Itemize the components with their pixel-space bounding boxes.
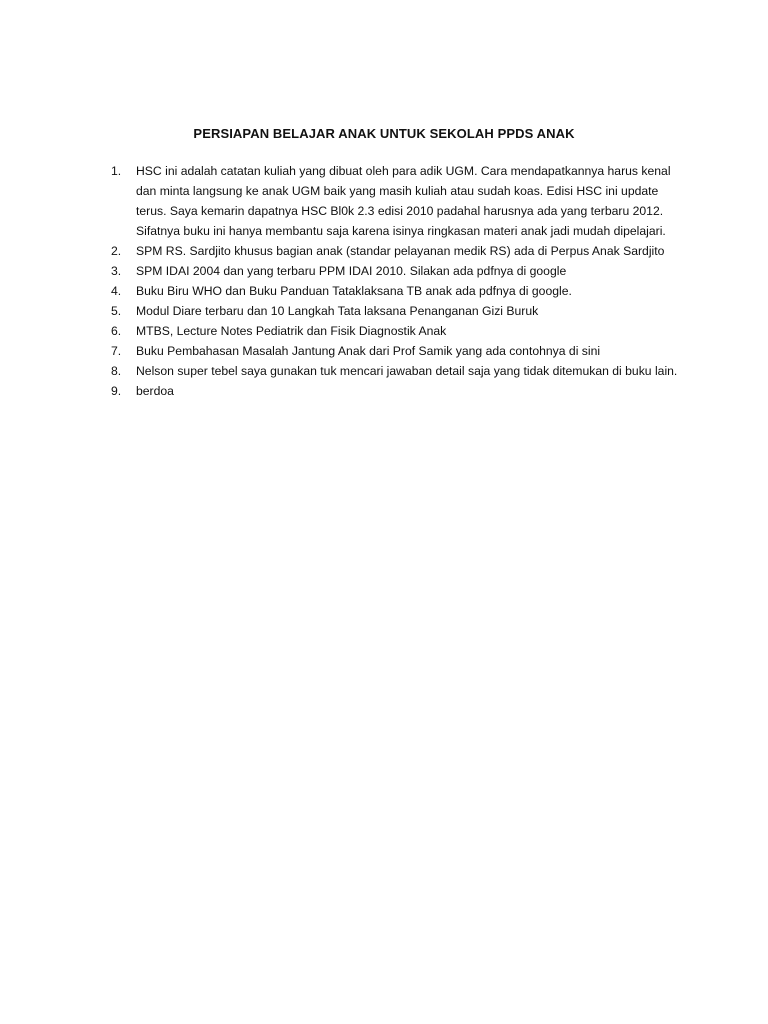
list-item-number: 3. [111,264,122,278]
list-item-text: berdoa [136,384,174,398]
list-item [111,281,681,301]
list-item [111,261,681,281]
list-item-number: 8. [111,364,122,378]
list-item [111,381,681,401]
list-item-text: Buku Pembahasan Masalah Jantung Anak dari Prof Samik yang ada contohnya di sini [136,344,601,358]
list-item [111,161,681,241]
list-item-text: Modul Diare terbaru dan 10 Langkah Tata laksana Penanganan Gizi Buruk [136,304,539,318]
list-item-text: SPM IDAI 2004 dan yang terbaru PPM IDAI 2010. Silakan ada pdfnya di google [136,264,567,278]
list-item-text: Buku Biru WHO dan Buku Panduan Tataklaksana TB anak ada pdfnya di google. [136,284,572,298]
list-item-number: 2. [111,244,122,258]
list-item-text: HSC ini adalah catatan kuliah yang dibuat oleh para adik UGM. Cara mendapatkannya harus kenal dan minta langsung ke anak UGM baik yang masih kuliah atau sudah koas. Edisi HSC ini update terus. Saya kemarin dapatnya HSC Bl0k 2.3 edisi 2010 padahal harusnya ada yang terbaru 2012. Sifatnya buku ini hanya membantu saja karena isinya ringkasan materi anak jadi mudah dipelajari. [136,164,671,238]
list-item [111,321,681,341]
list-item [111,241,681,261]
list-item-number: 6. [111,324,122,338]
list-item-number: 1. [111,164,122,178]
list-item [111,341,681,361]
list-item-text: Nelson super tebel saya gunakan tuk mencari jawaban detail saja yang tidak ditemukan di buku lain. [136,364,678,378]
list-item-number: 9. [111,384,122,398]
document-title: PERSIAPAN BELAJAR ANAK UNTUK SEKOLAH PPDS ANAK [193,126,575,141]
list-item-number: 7. [111,344,122,358]
list-item [111,361,681,381]
list-item-text: MTBS, Lecture Notes Pediatrik dan Fisik Diagnostik Anak [136,324,447,338]
list-item-text: SPM RS. Sardjito khusus bagian anak (standar pelayanan medik RS) ada di Perpus Anak Sardjito [136,244,665,258]
numbered-list [111,161,681,401]
list-item-number: 5. [111,304,122,318]
list-item [111,301,681,321]
list-item-number: 4. [111,284,122,298]
